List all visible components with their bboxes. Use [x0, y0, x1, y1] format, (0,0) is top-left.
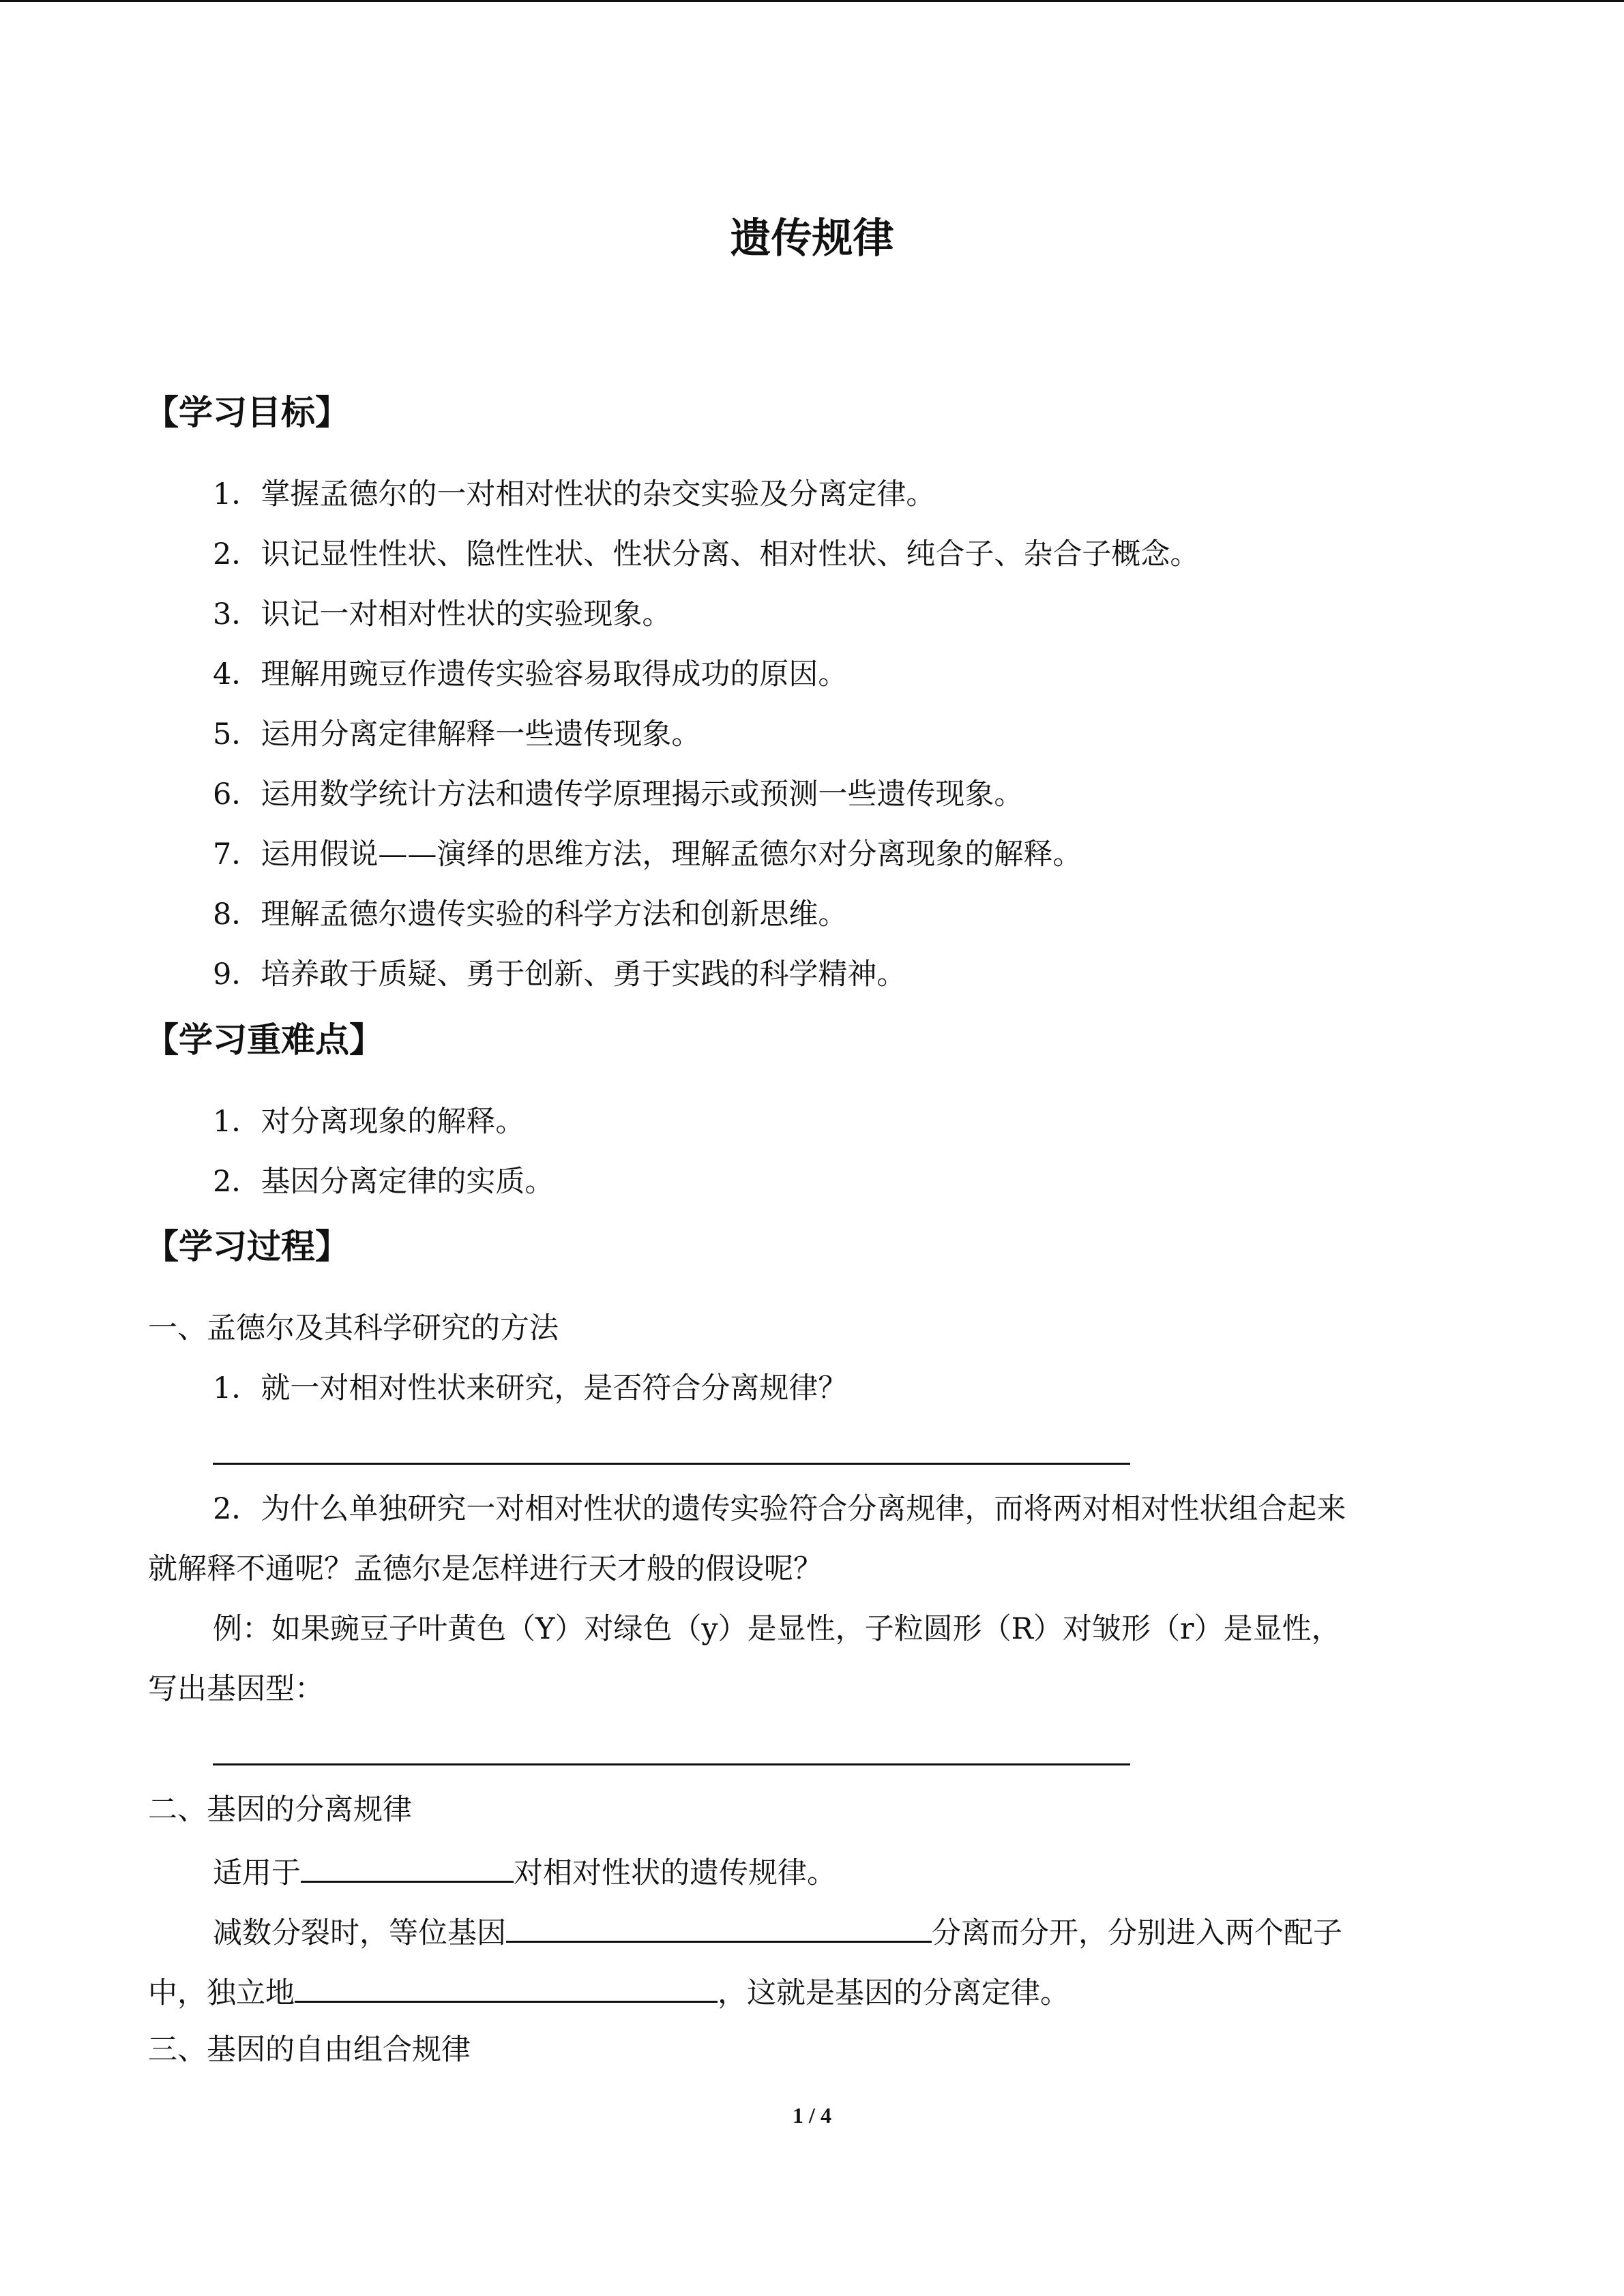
s3-pre-text: 中，独立地 [148, 1976, 295, 2010]
key-point-item: 1．对分离现象的解释。 [213, 1105, 525, 1139]
part2-sentence-1 [213, 1849, 836, 1894]
objective-item: 3．识记一对相对性状的实验现象。 [213, 597, 672, 631]
s2-post-text: 分离而分开，分别进入两个配子 [932, 1916, 1342, 1950]
key-points-heading: 【学习重难点】 [145, 1020, 383, 1060]
example-line1: 例：如果豌豆子叶黄色（Y）对绿色（y）是显性，子粒圆形（R）对皱形（r）是显性， [213, 1612, 1341, 1646]
answer-blank-1[interactable] [213, 1463, 1130, 1465]
part1-title: 一、孟德尔及其科学研究的方法 [148, 1311, 559, 1345]
objective-item: 8．理解孟德尔遗传实验的科学方法和创新思维。 [213, 897, 848, 931]
question-2-line1: 2．为什么单独研究一对相对性状的遗传实验符合分离规律，而将两对相对性状组合起来 [213, 1492, 1346, 1526]
s1-pre-text: 适用于 [213, 1856, 301, 1890]
page-number: 1 / 4 [793, 2103, 831, 2128]
objective-item: 4．理解用豌豆作遗传实验容易取得成功的原因。 [213, 657, 848, 691]
part2-sentence-2 [213, 1909, 1342, 1954]
s1-post-text: 对相对性状的遗传规律。 [514, 1856, 836, 1890]
objective-item: 1．掌握孟德尔的一对相对性状的杂交实验及分离定律。 [213, 477, 936, 511]
part2-title: 二、基因的分离规律 [148, 1793, 412, 1827]
answer-blank-2[interactable] [213, 1763, 1130, 1765]
example-line2: 写出基因型： [148, 1672, 324, 1706]
question-1: 1．就一对相对性状来研究，是否符合分离规律？ [213, 1371, 848, 1405]
objective-item: 7．运用假说——演绎的思维方法，理解孟德尔对分离现象的解释。 [213, 837, 1082, 871]
objective-item: 5．运用分离定律解释一些遗传现象。 [213, 717, 701, 751]
process-heading: 【学习过程】 [145, 1227, 349, 1266]
objectives-heading: 【学习目标】 [145, 393, 349, 432]
s2-pre-text: 减数分裂时，等位基因 [213, 1916, 506, 1950]
question-2-line2: 就解释不通呢？孟德尔是怎样进行天才般的假设呢？ [148, 1552, 823, 1586]
fill-blank-1[interactable] [301, 1849, 514, 1883]
part3-title: 三、基因的自由组合规律 [148, 2033, 471, 2067]
objective-item: 6．运用数学统计方法和遗传学原理揭示或预测一些遗传现象。 [213, 777, 1024, 811]
fill-blank-2[interactable] [506, 1909, 932, 1943]
objective-item: 9．培养敢于质疑、勇于创新、勇于实践的科学精神。 [213, 957, 906, 992]
document-title: 遗传规律 [730, 215, 894, 263]
part2-sentence-3 [148, 1969, 1069, 2014]
fill-blank-3[interactable] [295, 1969, 718, 2003]
s3-post-text: ，这就是基因的分离定律。 [718, 1976, 1069, 2010]
objective-item: 2．识记显性性状、隐性性状、性状分离、相对性状、纯合子、杂合子概念。 [213, 537, 1200, 571]
key-point-item: 2．基因分离定律的实质。 [213, 1165, 555, 1199]
